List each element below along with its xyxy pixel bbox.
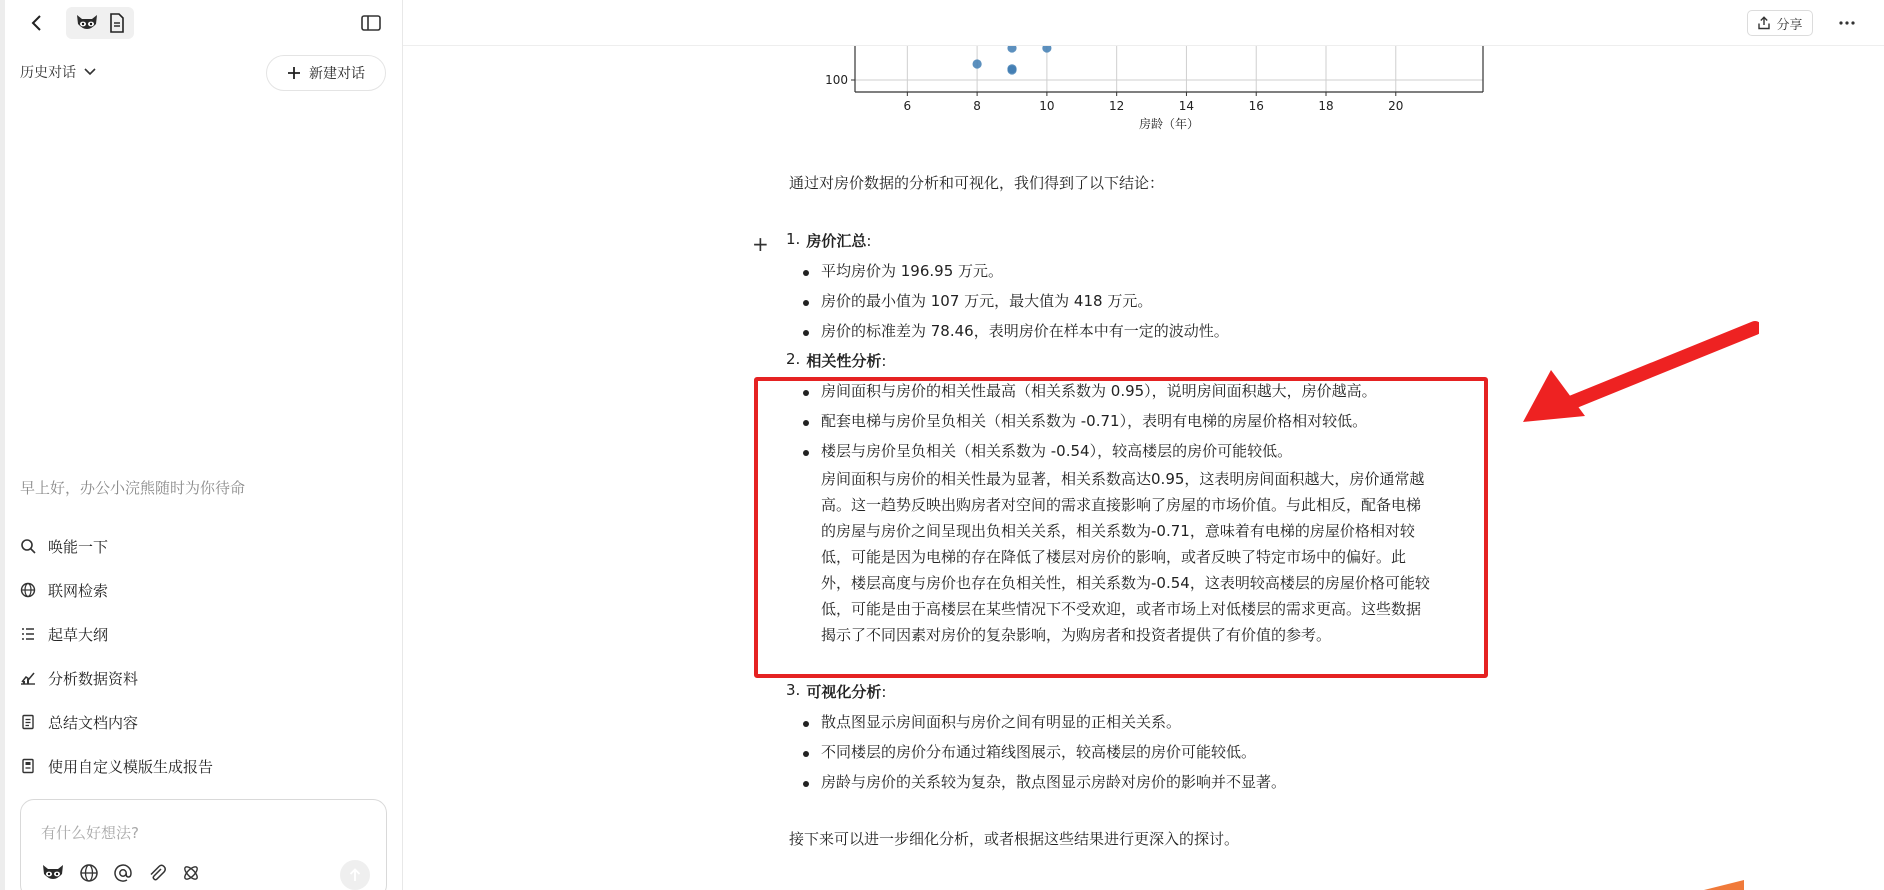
back-button[interactable]	[26, 12, 48, 34]
menu-item-summarize-doc[interactable]	[20, 700, 213, 744]
send-button[interactable]	[340, 860, 370, 890]
add-block-icon[interactable]: +	[752, 232, 769, 256]
history-label: 历史对话	[20, 65, 76, 81]
list-item: 配套电梯与房价呈负相关（相关系数为 -0.71），表明有电梯的房屋价格相对较低。	[821, 412, 1368, 430]
chevron-down-icon	[84, 68, 96, 76]
menu-item-label: 分析数据资料	[48, 669, 139, 688]
x-tick-label: 12	[1109, 99, 1125, 113]
arrow-up-icon	[349, 868, 361, 882]
analysis-paragraph: 房间面积与房价的相关性最为显著，相关系数高达0.95，这表明房间面积越大，房价通常越高。这一趋势反映出购房者对空间的需求直接影响了房屋的市场价值。与此相反，配备电梯的房屋与房价之间呈现出负相关关系，相关系数为-0.71，意味着有电梯的房屋价格相对较低，可能是因为电梯的存在降低了楼层对房价的影响，或者反映了特定市场中的偏好。此外，楼层高度与房价也存在负相关性，相关系数为-0.54，这表明较高楼层的房屋价格可能较低，可能是由于高楼层在某些情况下不受欢迎，或者市场上对低楼层的需求更高。这些数据揭示了不同因素对房价的复杂影响，为购房者和投资者提供了有价值的参考。	[821, 470, 1430, 644]
at-mention-icon[interactable]	[113, 863, 133, 883]
list-item: 房价的标准差为 78.46，表明房价在样本中有一定的波动性。	[821, 322, 1229, 340]
section-title: 可视化分析	[806, 683, 882, 701]
globe-icon	[20, 582, 36, 598]
list-item: 不同楼层的房价分布通过箱线图展示，较高楼层的房价可能较低。	[821, 743, 1257, 761]
section-colon: :	[881, 352, 887, 370]
history-dropdown[interactable]	[20, 62, 96, 82]
menu-item-analyze-data[interactable]	[20, 656, 213, 700]
red-arrow-annotation	[1523, 318, 1759, 428]
chart-icon	[20, 670, 36, 686]
intro-text: 通过对房价数据的分析和可视化，我们得到了以下结论：	[789, 174, 1165, 192]
menu-item-web-search[interactable]	[20, 568, 213, 612]
chat-input-placeholder: 有什么好想法?	[41, 824, 139, 842]
window-edge	[0, 0, 5, 890]
list-item: 房龄与房价的关系较为复杂，散点图显示房龄对房价的影响并不显著。	[821, 773, 1287, 791]
scatter-point	[1007, 64, 1016, 73]
chat-input[interactable]	[20, 799, 387, 890]
section-number: 3.	[786, 681, 801, 699]
list-item: 房价的最小值为 107 万元，最大值为 418 万元。	[821, 292, 1153, 310]
section-heading	[786, 681, 886, 702]
x-axis-label: 房龄（年）	[1138, 117, 1200, 131]
globe-icon[interactable]	[79, 863, 99, 883]
x-tick-label: 20	[1388, 99, 1404, 113]
raccoon-logo-icon[interactable]	[41, 862, 65, 884]
sidebar-topbar	[0, 0, 403, 46]
section-heading	[786, 230, 871, 251]
x-tick-label: 16	[1248, 99, 1264, 113]
new-chat-button[interactable]	[266, 55, 386, 91]
section-colon: :	[881, 683, 887, 701]
menu-item-label: 总结文档内容	[48, 713, 139, 732]
main-panel	[403, 0, 1884, 890]
x-tick-label: 10	[1039, 99, 1055, 113]
search-icon	[20, 538, 36, 554]
menu-item-label: 联网检索	[48, 581, 109, 600]
orange-annotation-fragment	[1704, 880, 1744, 890]
share-label: 分享	[1776, 17, 1803, 33]
sidebar	[0, 0, 403, 890]
main-topbar	[403, 0, 1884, 46]
share-button[interactable]	[1747, 10, 1813, 36]
raccoon-logo-icon[interactable]	[75, 12, 99, 34]
menu-item-label: 起草大纲	[48, 625, 109, 644]
x-tick-label: 14	[1178, 99, 1195, 113]
section-number: 1.	[786, 230, 801, 248]
share-icon	[1757, 16, 1771, 30]
x-tick-label: 18	[1318, 99, 1334, 113]
more-dots-icon	[1839, 21, 1855, 25]
conversation-content	[403, 0, 1884, 890]
more-options-button[interactable]	[1833, 10, 1861, 36]
template-icon	[20, 758, 36, 774]
document-icon	[20, 714, 36, 730]
paperclip-icon[interactable]	[147, 863, 167, 883]
section-title: 相关性分析	[806, 352, 882, 370]
list-item: 散点图显示房间面积与房价之间有明显的正相关关系。	[821, 713, 1182, 731]
chevron-left-icon	[30, 14, 44, 32]
list-item: 平均房价为 196.95 万元。	[821, 262, 1004, 280]
list-item: 房间面积与房价的相关性最高（相关系数为 0.95），说明房间面积越大，房价越高。	[821, 382, 1377, 400]
input-toolbar	[41, 862, 201, 884]
sidebar-toggle-icon[interactable]	[360, 13, 382, 33]
section-colon: :	[866, 232, 872, 250]
menu-item-label: 唤能一下	[48, 537, 109, 556]
section-heading	[786, 350, 886, 371]
section-title: 房价汇总	[806, 232, 867, 250]
new-chat-label: 新建对话	[309, 66, 365, 82]
x-tick-label: 6	[903, 99, 912, 113]
menu-item-search[interactable]	[20, 524, 213, 568]
plus-icon	[287, 66, 301, 80]
quick-actions-menu	[20, 524, 213, 788]
menu-item-label: 使用自定义模版生成报告	[48, 757, 214, 776]
outline-list-icon	[20, 626, 36, 642]
greeting-text: 早上好，办公小浣熊随时为你待命	[20, 479, 246, 497]
app-switcher	[66, 7, 134, 39]
outro-text: 接下来可以进一步细化分析，或者根据这些结果进行更深入的探讨。	[789, 830, 1240, 848]
menu-item-outline[interactable]	[20, 612, 213, 656]
plugin-icon[interactable]	[181, 863, 201, 883]
document-icon[interactable]	[108, 13, 126, 33]
x-tick-label: 8	[973, 99, 981, 113]
menu-item-template-report[interactable]	[20, 744, 213, 788]
y-tick-label: 100	[825, 73, 848, 87]
section-number: 2.	[786, 350, 801, 368]
highlight-annotation-box	[754, 377, 1488, 678]
scatter-point	[973, 59, 982, 68]
list-item: 楼层与房价呈负相关（相关系数为 -0.54），较高楼层的房价可能较低。	[821, 442, 1293, 460]
